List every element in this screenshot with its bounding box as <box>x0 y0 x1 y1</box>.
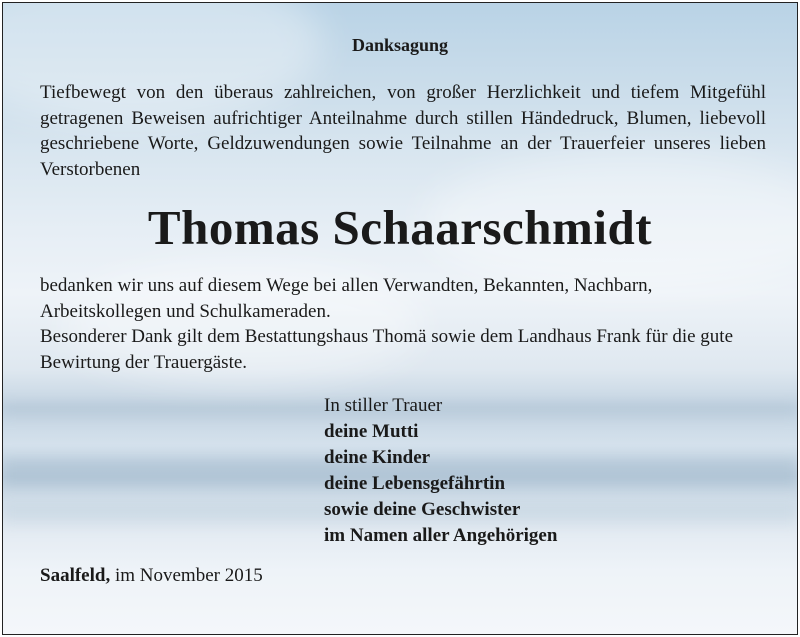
signer-line: deine Lebensgefährtin <box>324 473 506 494</box>
place: Saalfeld, <box>40 565 111 586</box>
mourning-intro: In stiller Trauer <box>324 395 443 416</box>
notice-content <box>3 3 797 634</box>
intro-paragraph: Tiefbewegt von den überaus zahlreichen, von großer Herzlichkeit und tiefem Mitgefühl getragenen Beweisen aufrichtiger Anteilnahme durch stillen Händedruck, Blumen, liebevoll geschriebene Worte, Geldzuwendungen sowie Teilnahme an der Trauerfeier unseres lieben Verstorbenen <box>40 82 766 180</box>
notice-heading: Danksagung <box>351 35 449 55</box>
signer-line: deine Kinder <box>324 447 431 468</box>
place-date-line <box>40 565 263 587</box>
special-thanks-line: Besonderer Dank gilt dem Bestattungshaus Thomä sowie dem Landhaus Frank für die gute Bewirtung der Trauergäste. <box>40 326 733 373</box>
signer-line: im Namen aller Angehörigen <box>324 525 558 546</box>
signer-line: sowie deine Geschwister <box>324 499 521 520</box>
signer-line: deine Mutti <box>324 421 419 442</box>
signers-block <box>324 393 557 549</box>
thanks-paragraph <box>40 273 766 375</box>
deceased-name: Thomas Schaarschmidt <box>147 200 653 255</box>
notice-frame <box>2 2 798 635</box>
thanks-line: bedanken wir uns auf diesem Wege bei allen Verwandten, Bekannten, Nachbarn, Arbeitskollegen und Schulkameraden. <box>40 275 653 322</box>
date: im November 2015 <box>114 565 263 586</box>
